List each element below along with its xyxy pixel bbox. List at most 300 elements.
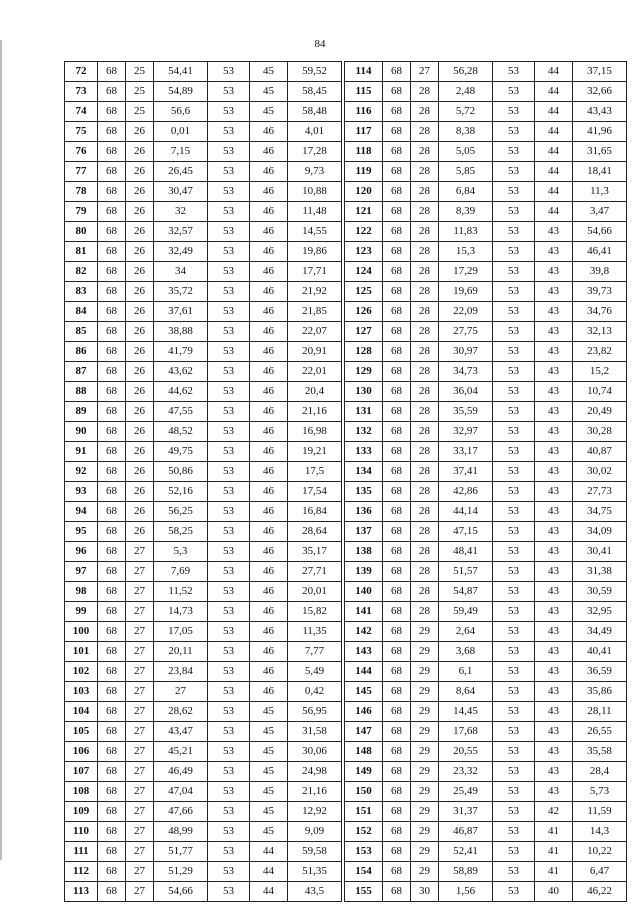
point-number-cell: 85	[65, 322, 98, 342]
lon-degrees-cell: 53	[208, 462, 250, 482]
lat-minutes-cell: 26	[126, 262, 154, 282]
lon-seconds-cell: 19,86	[288, 242, 342, 262]
lon-seconds-cell: 39,73	[573, 282, 627, 302]
lon-minutes-cell: 44	[535, 162, 573, 182]
point-number-cell: 119	[345, 162, 383, 182]
lat-degrees-cell: 68	[98, 562, 126, 582]
point-number-cell: 72	[65, 62, 98, 82]
lon-seconds-cell: 51,35	[288, 862, 342, 882]
lon-seconds-cell: 12,92	[288, 802, 342, 822]
lon-degrees-cell: 53	[208, 542, 250, 562]
lon-degrees-cell: 53	[208, 342, 250, 362]
lon-minutes-cell: 45	[250, 702, 288, 722]
point-number-cell: 114	[345, 62, 383, 82]
lon-seconds-cell: 31,58	[288, 722, 342, 742]
table-row	[65, 122, 342, 142]
lon-degrees-cell: 53	[493, 682, 535, 702]
lon-seconds-cell: 37,15	[573, 62, 627, 82]
lat-minutes-cell: 26	[126, 142, 154, 162]
lon-seconds-cell: 20,4	[288, 382, 342, 402]
lon-seconds-cell: 10,88	[288, 182, 342, 202]
table-row	[65, 302, 342, 322]
table-row	[65, 102, 342, 122]
table-row	[345, 222, 627, 242]
lat-seconds-cell: 49,75	[154, 442, 208, 462]
lat-minutes-cell: 27	[126, 822, 154, 842]
lon-seconds-cell: 7,77	[288, 642, 342, 662]
lat-seconds-cell: 20,11	[154, 642, 208, 662]
lon-degrees-cell: 53	[208, 642, 250, 662]
lon-minutes-cell: 43	[535, 562, 573, 582]
lon-seconds-cell: 10,22	[573, 842, 627, 862]
table-row	[65, 222, 342, 242]
lon-seconds-cell: 5,73	[573, 782, 627, 802]
lat-minutes-cell: 26	[126, 222, 154, 242]
lon-minutes-cell: 44	[535, 122, 573, 142]
table-row	[65, 762, 342, 782]
lon-seconds-cell: 30,59	[573, 582, 627, 602]
lat-degrees-cell: 68	[98, 522, 126, 542]
table-row	[65, 402, 342, 422]
lat-seconds-cell: 35,72	[154, 282, 208, 302]
lat-seconds-cell: 56,6	[154, 102, 208, 122]
lon-minutes-cell: 41	[535, 862, 573, 882]
table-row	[345, 622, 627, 642]
table-row	[65, 242, 342, 262]
lat-seconds-cell: 41,79	[154, 342, 208, 362]
lon-minutes-cell: 46	[250, 362, 288, 382]
lat-seconds-cell: 32,97	[439, 422, 493, 442]
lat-minutes-cell: 29	[411, 682, 439, 702]
lon-seconds-cell: 28,64	[288, 522, 342, 542]
lon-degrees-cell: 53	[493, 642, 535, 662]
lon-seconds-cell: 34,76	[573, 302, 627, 322]
table-row	[345, 302, 627, 322]
lat-minutes-cell: 26	[126, 462, 154, 482]
lon-minutes-cell: 46	[250, 142, 288, 162]
lon-seconds-cell: 14,55	[288, 222, 342, 242]
point-number-cell: 95	[65, 522, 98, 542]
lon-degrees-cell: 53	[208, 282, 250, 302]
lon-minutes-cell: 43	[535, 722, 573, 742]
lat-degrees-cell: 68	[383, 302, 411, 322]
lon-degrees-cell: 53	[493, 522, 535, 542]
lat-degrees-cell: 68	[383, 242, 411, 262]
lon-seconds-cell: 35,58	[573, 742, 627, 762]
point-number-cell: 79	[65, 202, 98, 222]
lat-minutes-cell: 28	[411, 322, 439, 342]
lon-degrees-cell: 53	[493, 842, 535, 862]
lat-minutes-cell: 27	[126, 562, 154, 582]
lon-degrees-cell: 53	[493, 722, 535, 742]
lat-seconds-cell: 43,47	[154, 722, 208, 742]
lon-seconds-cell: 18,41	[573, 162, 627, 182]
lon-minutes-cell: 46	[250, 382, 288, 402]
lon-degrees-cell: 53	[208, 582, 250, 602]
point-number-cell: 82	[65, 262, 98, 282]
lon-degrees-cell: 53	[208, 62, 250, 82]
point-number-cell: 115	[345, 82, 383, 102]
lat-seconds-cell: 25,49	[439, 782, 493, 802]
lon-seconds-cell: 43,5	[288, 882, 342, 902]
lon-seconds-cell: 9,09	[288, 822, 342, 842]
lat-degrees-cell: 68	[383, 762, 411, 782]
lon-seconds-cell: 39,8	[573, 262, 627, 282]
point-number-cell: 153	[345, 842, 383, 862]
lat-minutes-cell: 26	[126, 442, 154, 462]
lon-degrees-cell: 53	[493, 542, 535, 562]
lon-minutes-cell: 46	[250, 662, 288, 682]
lat-degrees-cell: 68	[98, 642, 126, 662]
table-row	[65, 822, 342, 842]
point-number-cell: 81	[65, 242, 98, 262]
table-row	[345, 702, 627, 722]
lat-degrees-cell: 68	[383, 782, 411, 802]
lon-minutes-cell: 46	[250, 562, 288, 582]
lat-minutes-cell: 28	[411, 362, 439, 382]
lon-degrees-cell: 53	[208, 422, 250, 442]
lat-minutes-cell: 28	[411, 342, 439, 362]
lon-minutes-cell: 44	[535, 102, 573, 122]
lon-seconds-cell: 27,73	[573, 482, 627, 502]
point-number-cell: 93	[65, 482, 98, 502]
lon-seconds-cell: 30,41	[573, 542, 627, 562]
lon-degrees-cell: 53	[208, 82, 250, 102]
lat-degrees-cell: 68	[98, 542, 126, 562]
lon-minutes-cell: 43	[535, 362, 573, 382]
lat-seconds-cell: 45,21	[154, 742, 208, 762]
lon-degrees-cell: 53	[208, 702, 250, 722]
table-row	[345, 842, 627, 862]
lat-seconds-cell: 1,56	[439, 882, 493, 902]
point-number-cell: 143	[345, 642, 383, 662]
point-number-cell: 122	[345, 222, 383, 242]
lon-seconds-cell: 11,3	[573, 182, 627, 202]
table-row	[345, 422, 627, 442]
scan-edge-shadow	[0, 40, 2, 860]
lat-minutes-cell: 28	[411, 102, 439, 122]
lon-degrees-cell: 53	[493, 282, 535, 302]
lon-degrees-cell: 53	[493, 362, 535, 382]
lat-seconds-cell: 30,47	[154, 182, 208, 202]
lon-seconds-cell: 21,85	[288, 302, 342, 322]
table-row	[65, 642, 342, 662]
lat-minutes-cell: 25	[126, 62, 154, 82]
lon-seconds-cell: 34,09	[573, 522, 627, 542]
lon-minutes-cell: 43	[535, 242, 573, 262]
lon-degrees-cell: 53	[208, 242, 250, 262]
lat-degrees-cell: 68	[383, 602, 411, 622]
lon-minutes-cell: 41	[535, 842, 573, 862]
lon-degrees-cell: 53	[493, 662, 535, 682]
lat-seconds-cell: 59,49	[439, 602, 493, 622]
lat-seconds-cell: 58,25	[154, 522, 208, 542]
point-number-cell: 150	[345, 782, 383, 802]
lon-minutes-cell: 43	[535, 682, 573, 702]
lat-degrees-cell: 68	[98, 782, 126, 802]
lat-seconds-cell: 54,87	[439, 582, 493, 602]
lon-degrees-cell: 53	[493, 182, 535, 202]
lat-degrees-cell: 68	[98, 202, 126, 222]
lon-seconds-cell: 11,59	[573, 802, 627, 822]
point-number-cell: 133	[345, 442, 383, 462]
point-number-cell: 110	[65, 822, 98, 842]
table-row	[65, 682, 342, 702]
lat-seconds-cell: 48,52	[154, 422, 208, 442]
lon-minutes-cell: 45	[250, 782, 288, 802]
lon-seconds-cell: 54,66	[573, 222, 627, 242]
lat-seconds-cell: 33,17	[439, 442, 493, 462]
lon-seconds-cell: 32,13	[573, 322, 627, 342]
lat-seconds-cell: 34	[154, 262, 208, 282]
point-number-cell: 113	[65, 882, 98, 902]
point-number-cell: 106	[65, 742, 98, 762]
point-number-cell: 137	[345, 522, 383, 542]
lat-degrees-cell: 68	[98, 62, 126, 82]
lat-minutes-cell: 27	[126, 542, 154, 562]
lon-degrees-cell: 53	[493, 622, 535, 642]
point-number-cell: 94	[65, 502, 98, 522]
table-row	[65, 362, 342, 382]
lon-minutes-cell: 45	[250, 802, 288, 822]
lon-minutes-cell: 43	[535, 262, 573, 282]
lat-minutes-cell: 26	[126, 122, 154, 142]
lat-seconds-cell: 20,55	[439, 742, 493, 762]
lon-minutes-cell: 46	[250, 322, 288, 342]
point-number-cell: 108	[65, 782, 98, 802]
lon-degrees-cell: 53	[208, 262, 250, 282]
lat-degrees-cell: 68	[98, 742, 126, 762]
table-row	[65, 322, 342, 342]
lon-seconds-cell: 30,02	[573, 462, 627, 482]
lat-minutes-cell: 28	[411, 202, 439, 222]
lon-minutes-cell: 43	[535, 442, 573, 462]
lon-degrees-cell: 53	[493, 482, 535, 502]
lat-minutes-cell: 29	[411, 742, 439, 762]
lon-degrees-cell: 53	[208, 222, 250, 242]
lat-minutes-cell: 26	[126, 282, 154, 302]
lon-degrees-cell: 53	[208, 762, 250, 782]
point-number-cell: 88	[65, 382, 98, 402]
lat-degrees-cell: 68	[383, 182, 411, 202]
lat-minutes-cell: 28	[411, 222, 439, 242]
lon-seconds-cell: 26,55	[573, 722, 627, 742]
table-row	[345, 762, 627, 782]
table-row	[345, 142, 627, 162]
table-row	[65, 442, 342, 462]
lon-minutes-cell: 46	[250, 482, 288, 502]
table-row	[345, 662, 627, 682]
table-row	[345, 682, 627, 702]
table-row	[65, 182, 342, 202]
lat-degrees-cell: 68	[383, 722, 411, 742]
lat-seconds-cell: 7,15	[154, 142, 208, 162]
point-number-cell: 136	[345, 502, 383, 522]
point-number-cell: 126	[345, 302, 383, 322]
lon-minutes-cell: 40	[535, 882, 573, 902]
lat-degrees-cell: 68	[98, 322, 126, 342]
lon-degrees-cell: 53	[208, 842, 250, 862]
table-row	[345, 722, 627, 742]
point-number-cell: 144	[345, 662, 383, 682]
lon-minutes-cell: 45	[250, 742, 288, 762]
lat-seconds-cell: 15,3	[439, 242, 493, 262]
table-row	[65, 82, 342, 102]
lon-seconds-cell: 16,84	[288, 502, 342, 522]
lat-degrees-cell: 68	[383, 62, 411, 82]
point-number-cell: 134	[345, 462, 383, 482]
lon-seconds-cell: 34,75	[573, 502, 627, 522]
lat-minutes-cell: 28	[411, 602, 439, 622]
lat-seconds-cell: 6,84	[439, 182, 493, 202]
lat-minutes-cell: 27	[411, 62, 439, 82]
lat-minutes-cell: 29	[411, 622, 439, 642]
lat-degrees-cell: 68	[383, 802, 411, 822]
coordinates-table-left	[64, 61, 342, 902]
lat-seconds-cell: 56,28	[439, 62, 493, 82]
lat-degrees-cell: 68	[383, 102, 411, 122]
table-row	[345, 62, 627, 82]
point-number-cell: 112	[65, 862, 98, 882]
point-number-cell: 77	[65, 162, 98, 182]
lon-degrees-cell: 53	[208, 602, 250, 622]
lon-seconds-cell: 46,22	[573, 882, 627, 902]
coordinates-table-right	[344, 61, 627, 902]
table-row	[345, 562, 627, 582]
lat-seconds-cell: 37,61	[154, 302, 208, 322]
lat-minutes-cell: 28	[411, 562, 439, 582]
lon-degrees-cell: 53	[208, 622, 250, 642]
lat-minutes-cell: 28	[411, 282, 439, 302]
table-row	[65, 522, 342, 542]
lat-seconds-cell: 52,16	[154, 482, 208, 502]
lat-minutes-cell: 27	[126, 882, 154, 902]
lat-degrees-cell: 68	[383, 82, 411, 102]
lat-seconds-cell: 23,32	[439, 762, 493, 782]
lat-degrees-cell: 68	[98, 182, 126, 202]
lon-minutes-cell: 46	[250, 602, 288, 622]
lon-minutes-cell: 45	[250, 82, 288, 102]
lat-degrees-cell: 68	[98, 662, 126, 682]
lat-minutes-cell: 29	[411, 802, 439, 822]
lat-degrees-cell: 68	[383, 542, 411, 562]
lon-degrees-cell: 53	[208, 402, 250, 422]
lat-seconds-cell: 35,59	[439, 402, 493, 422]
point-number-cell: 78	[65, 182, 98, 202]
lat-minutes-cell: 27	[126, 582, 154, 602]
point-number-cell: 152	[345, 822, 383, 842]
lon-seconds-cell: 9,73	[288, 162, 342, 182]
lon-minutes-cell: 46	[250, 162, 288, 182]
lon-minutes-cell: 42	[535, 802, 573, 822]
lon-minutes-cell: 46	[250, 442, 288, 462]
lon-degrees-cell: 53	[493, 82, 535, 102]
lat-degrees-cell: 68	[383, 142, 411, 162]
lat-degrees-cell: 68	[98, 822, 126, 842]
table-row	[345, 482, 627, 502]
lat-seconds-cell: 47,66	[154, 802, 208, 822]
point-number-cell: 99	[65, 602, 98, 622]
lon-seconds-cell: 19,21	[288, 442, 342, 462]
point-number-cell: 124	[345, 262, 383, 282]
lat-seconds-cell: 43,62	[154, 362, 208, 382]
lat-seconds-cell: 27	[154, 682, 208, 702]
lon-seconds-cell: 58,48	[288, 102, 342, 122]
table-row	[345, 102, 627, 122]
lat-seconds-cell: 58,89	[439, 862, 493, 882]
point-number-cell: 149	[345, 762, 383, 782]
lat-seconds-cell: 11,52	[154, 582, 208, 602]
lon-degrees-cell: 53	[208, 502, 250, 522]
lat-minutes-cell: 26	[126, 482, 154, 502]
lon-minutes-cell: 46	[250, 302, 288, 322]
lon-degrees-cell: 53	[208, 162, 250, 182]
lon-minutes-cell: 45	[250, 722, 288, 742]
table-row	[345, 882, 627, 902]
lon-seconds-cell: 10,74	[573, 382, 627, 402]
lat-seconds-cell: 47,15	[439, 522, 493, 542]
point-number-cell: 98	[65, 582, 98, 602]
table-row	[65, 62, 342, 82]
lat-minutes-cell: 28	[411, 162, 439, 182]
lat-seconds-cell: 46,49	[154, 762, 208, 782]
table-row	[345, 402, 627, 422]
lat-degrees-cell: 68	[98, 762, 126, 782]
lon-degrees-cell: 53	[493, 742, 535, 762]
lon-seconds-cell: 21,92	[288, 282, 342, 302]
lat-degrees-cell: 68	[383, 282, 411, 302]
lat-seconds-cell: 2,48	[439, 82, 493, 102]
lat-degrees-cell: 68	[383, 322, 411, 342]
lon-minutes-cell: 43	[535, 582, 573, 602]
lon-minutes-cell: 43	[535, 662, 573, 682]
lat-degrees-cell: 68	[98, 102, 126, 122]
table-row	[345, 602, 627, 622]
table-row	[65, 882, 342, 902]
lat-degrees-cell: 68	[98, 362, 126, 382]
lon-degrees-cell: 53	[208, 202, 250, 222]
lat-minutes-cell: 26	[126, 342, 154, 362]
lon-degrees-cell: 53	[208, 322, 250, 342]
lat-seconds-cell: 27,75	[439, 322, 493, 342]
point-number-cell: 120	[345, 182, 383, 202]
lat-minutes-cell: 28	[411, 82, 439, 102]
lon-minutes-cell: 46	[250, 402, 288, 422]
lat-degrees-cell: 68	[98, 82, 126, 102]
lat-degrees-cell: 68	[383, 402, 411, 422]
point-number-cell: 140	[345, 582, 383, 602]
table-row	[345, 162, 627, 182]
point-number-cell: 74	[65, 102, 98, 122]
lon-minutes-cell: 43	[535, 522, 573, 542]
lon-degrees-cell: 53	[208, 522, 250, 542]
lat-seconds-cell: 8,64	[439, 682, 493, 702]
lat-minutes-cell: 26	[126, 202, 154, 222]
lat-seconds-cell: 22,09	[439, 302, 493, 322]
lat-minutes-cell: 26	[126, 362, 154, 382]
lon-seconds-cell: 59,52	[288, 62, 342, 82]
lat-seconds-cell: 6,1	[439, 662, 493, 682]
table-row	[65, 602, 342, 622]
table-row	[65, 282, 342, 302]
point-number-cell: 111	[65, 842, 98, 862]
lat-degrees-cell: 68	[383, 382, 411, 402]
lon-degrees-cell: 53	[493, 322, 535, 342]
lat-degrees-cell: 68	[383, 422, 411, 442]
lat-seconds-cell: 19,69	[439, 282, 493, 302]
lat-degrees-cell: 68	[383, 502, 411, 522]
lat-seconds-cell: 51,77	[154, 842, 208, 862]
